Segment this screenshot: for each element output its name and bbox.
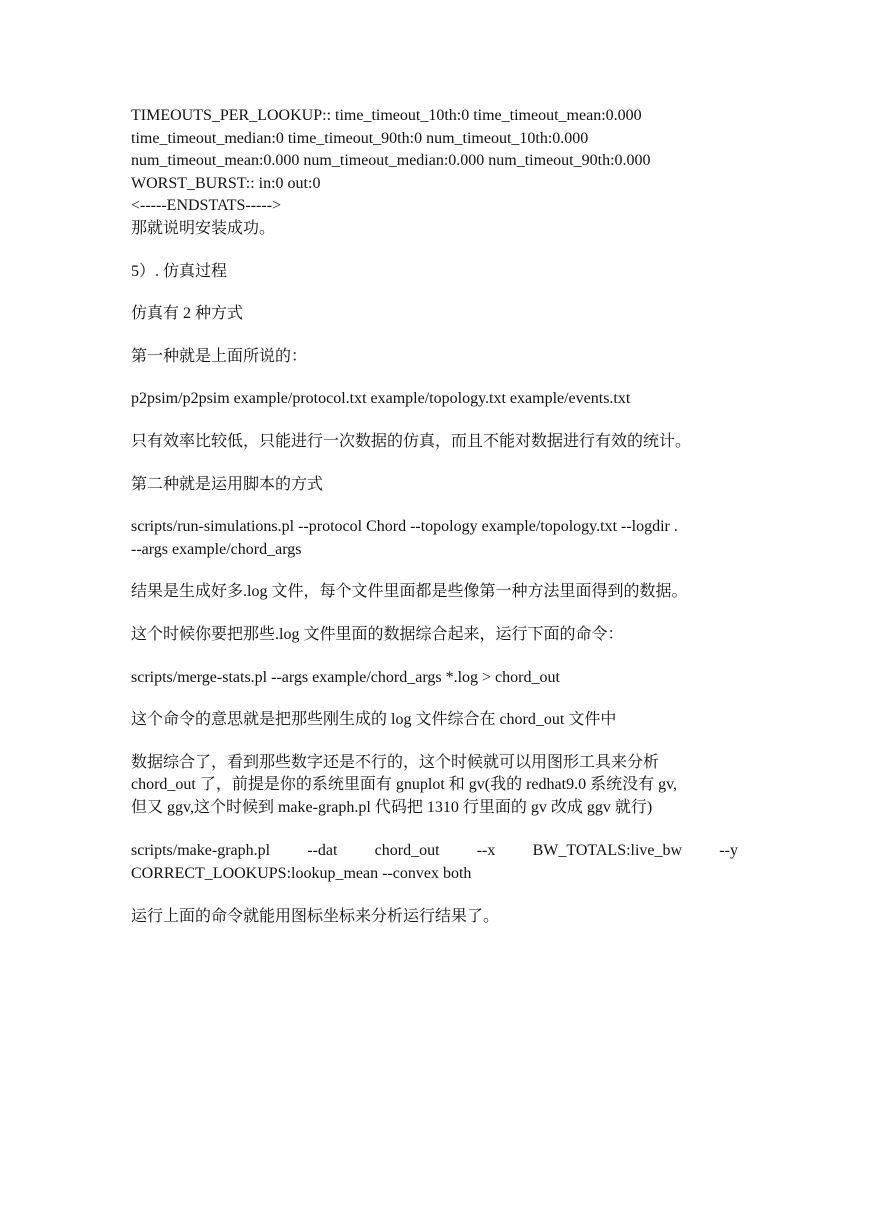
paragraph-low-efficiency: 只有效率比较低，只能进行一次数据的仿真，而且不能对数据进行有效的统计。 xyxy=(131,432,692,450)
stats-line: <-----ENDSTATS-----> xyxy=(131,197,282,215)
stats-line: WORST_BURST:: in:0 out:0 xyxy=(131,174,321,192)
paragraph-second-method: 第二种就是运用脚本的方式 xyxy=(131,475,324,493)
command-token: --dat xyxy=(307,842,338,860)
document-body xyxy=(131,105,738,928)
paragraph-graph-tools xyxy=(131,752,738,820)
command-merge-stats: scripts/merge-stats.pl --args example/chord_args *.log > chord_out xyxy=(131,668,560,686)
command-token: --x xyxy=(476,842,496,860)
command-token: --y xyxy=(719,842,738,860)
paragraph-first-method: 第一种就是上面所说的： xyxy=(131,347,308,365)
paragraph-log-files: 结果是生成好多.log 文件，每个文件里面都是些像第一种方法里面得到的数据。 xyxy=(131,583,688,601)
command-line: scripts/run-simulations.pl --protocol Chord --topology example/topology.txt --logdir . xyxy=(131,518,678,536)
paragraph-merge-meaning: 这个命令的意思就是把那些刚生成的 log 文件综合在 chord_out 文件中 xyxy=(131,711,617,729)
command-line: CORRECT_LOOKUPS:lookup_mean --convex both xyxy=(131,865,472,883)
stats-line: time_timeout_median:0 time_timeout_90th:0 num_timeout_10th:0.000 xyxy=(131,129,589,147)
paragraph-graph-result: 运行上面的命令就能用图标坐标来分析运行结果了。 xyxy=(131,907,500,925)
command-token: scripts/make-graph.pl xyxy=(131,842,271,860)
command-token-row xyxy=(131,840,738,863)
command-line: --args example/chord_args xyxy=(131,540,302,558)
section-title: 5）. 仿真过程 xyxy=(131,262,228,280)
paragraph-line: chord_out 了，前提是你的系统里面有 gnuplot 和 gv(我的 redhat9.0 系统没有 gv, xyxy=(131,776,678,794)
stats-line: num_timeout_mean:0.000 num_timeout_median:0.000 num_timeout_90th:0.000 xyxy=(131,152,651,170)
stats-output-block xyxy=(131,105,738,241)
install-success-text: 那就说明安装成功。 xyxy=(131,219,276,237)
paragraph-line: 但又 ggv,这个时候到 make-graph.pl 代码把 1310 行里面的 gv 改成 ggv 就行) xyxy=(131,798,653,816)
paragraph-two-methods: 仿真有 2 种方式 xyxy=(131,305,244,323)
command-token: chord_out xyxy=(374,842,440,860)
command-token: BW_TOTALS:live_bw xyxy=(532,842,683,860)
command-p2psim: p2psim/p2psim example/protocol.txt example/topology.txt example/events.txt xyxy=(131,390,631,408)
paragraph-merge-instruction: 这个时候你要把那些.log 文件里面的数据综合起来，运行下面的命令： xyxy=(131,625,624,643)
command-run-simulations xyxy=(131,516,738,561)
paragraph-line: 数据综合了，看到那些数字还是不行的，这个时候就可以用图形工具来分析 xyxy=(131,753,660,771)
command-make-graph xyxy=(131,840,738,885)
stats-line: TIMEOUTS_PER_LOOKUP:: time_timeout_10th:0 time_timeout_mean:0.000 xyxy=(131,107,642,124)
